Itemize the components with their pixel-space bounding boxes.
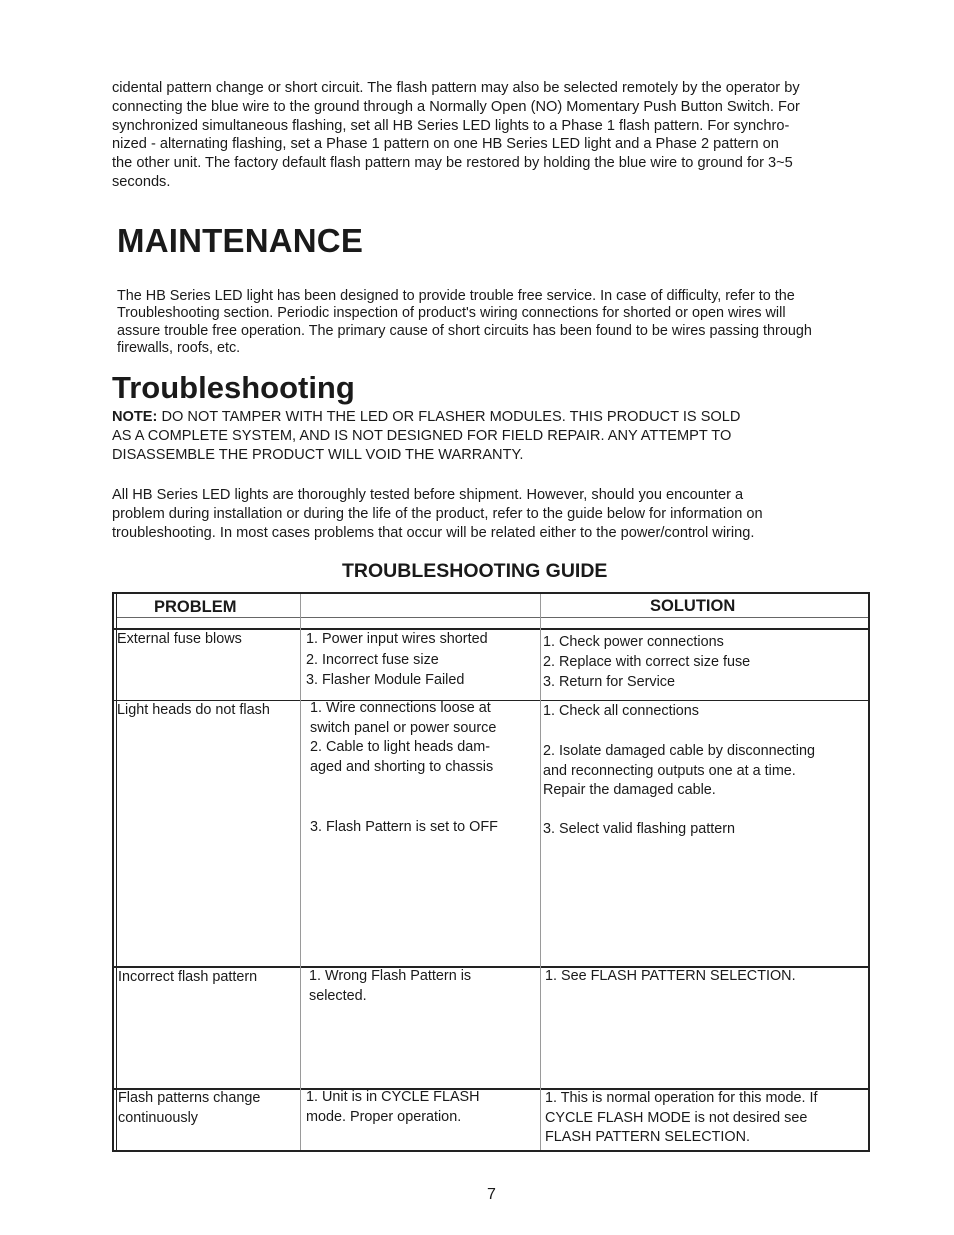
- cause-cell: 1. Power input wires shorted 2. Incorrect fuse size 3. Flasher Module Failed: [306, 631, 488, 688]
- solution-cell: 1. Check all connections: [543, 703, 699, 719]
- problem-cell: Incorrect flash pattern: [118, 969, 258, 985]
- maintenance-heading: MAINTENANCE: [117, 222, 364, 259]
- solution-cell: 2. Isolate damaged cable by disconnecting and reconnecting outputs one at a time. Repair the damaged cable.: [543, 743, 816, 798]
- note-label: NOTE:: [112, 409, 158, 425]
- problem-cell: Flash patterns change continuously: [118, 1090, 261, 1126]
- table-left-inner-border: [116, 592, 117, 1152]
- problem-cell: External fuse blows: [117, 631, 242, 647]
- column-divider: [300, 594, 301, 1150]
- troubleshooting-heading: Troubleshooting: [112, 370, 355, 405]
- guide-heading: TROUBLESHOOTING GUIDE: [342, 560, 608, 582]
- solution-cell: 1. This is normal operation for this mode. If CYCLE FLASH MODE is not desired see FLASH PATTERN SELECTION.: [545, 1090, 818, 1145]
- note-text: DO NOT TAMPER WITH THE LED OR FLASHER MODULES. THIS PRODUCT IS SOLD AS A COMPLETE SYSTEM, AND IS NOT DESIGNED FOR FIELD REPAIR. ANY ATTEMPT TO DISASSEMBLE THE PRODUCT WILL VOID THE WARRANTY.: [112, 409, 741, 463]
- solution-cell: 1. See FLASH PATTERN SELECTION.: [545, 968, 796, 984]
- intro-paragraph: cidental pattern change or short circuit. The flash pattern may also be selected remotely by the operator by connecting the blue wire to the ground through a Normally Open (NO) Momentary Push Button Switch. For synchronized simultaneous flashing, set all HB Series LED lights to a Phase 1 flash pattern. For synchro- nized - alternating flashing, set a Phase 1 pattern on one HB Series LED light and a Phase 2 pattern on the other unit. The factory default flash pattern may be restored by holding the blue wire to ground for 3~5 seconds.: [112, 80, 800, 190]
- solution-cell: 1. Check power connections 2. Replace with correct size fuse 3. Return for Service: [543, 634, 751, 690]
- troubleshooting-paragraph: All HB Series LED lights are thoroughly tested before shipment. However, should you encounter a problem during installation or during the life of the product, refer to the guide below for information on troubleshooting. In most cases problems that occur will be related either to the power/control wiring.: [112, 487, 763, 541]
- problem-cell: Light heads do not flash: [117, 702, 270, 718]
- table-bottom-border: [112, 1150, 870, 1152]
- maintenance-paragraph: The HB Series LED light has been designed to provide trouble free service. In case of difficulty, refer to the Troubleshooting section. Periodic inspection of product's wiring connections for shorted or open wires will assure trouble free operation. The primary cause of short circuits has been found to be wires passing through firewalls, roofs, etc.: [117, 288, 812, 357]
- page-number: 7: [487, 1186, 496, 1203]
- cause-cell: 1. Unit is in CYCLE FLASH mode. Proper operation.: [306, 1089, 480, 1125]
- header-solution: SOLUTION: [650, 597, 736, 615]
- header-problem: PROBLEM: [154, 598, 237, 616]
- cause-cell: 3. Flash Pattern is set to OFF: [310, 819, 498, 835]
- table-top-border: [112, 592, 870, 594]
- cause-cell: 1. Wire connections loose at switch panel or power source 2. Cable to light heads dam- aged and shorting to chassis: [310, 700, 497, 775]
- header-underline: [117, 617, 868, 618]
- cause-cell: 1. Wrong Flash Pattern is selected.: [309, 968, 472, 1004]
- table-left-border: [112, 592, 114, 1152]
- column-divider: [540, 594, 541, 1150]
- solution-cell: 3. Select valid flashing pattern: [543, 821, 735, 837]
- warning-note: [112, 408, 812, 465]
- table-right-border: [868, 592, 870, 1152]
